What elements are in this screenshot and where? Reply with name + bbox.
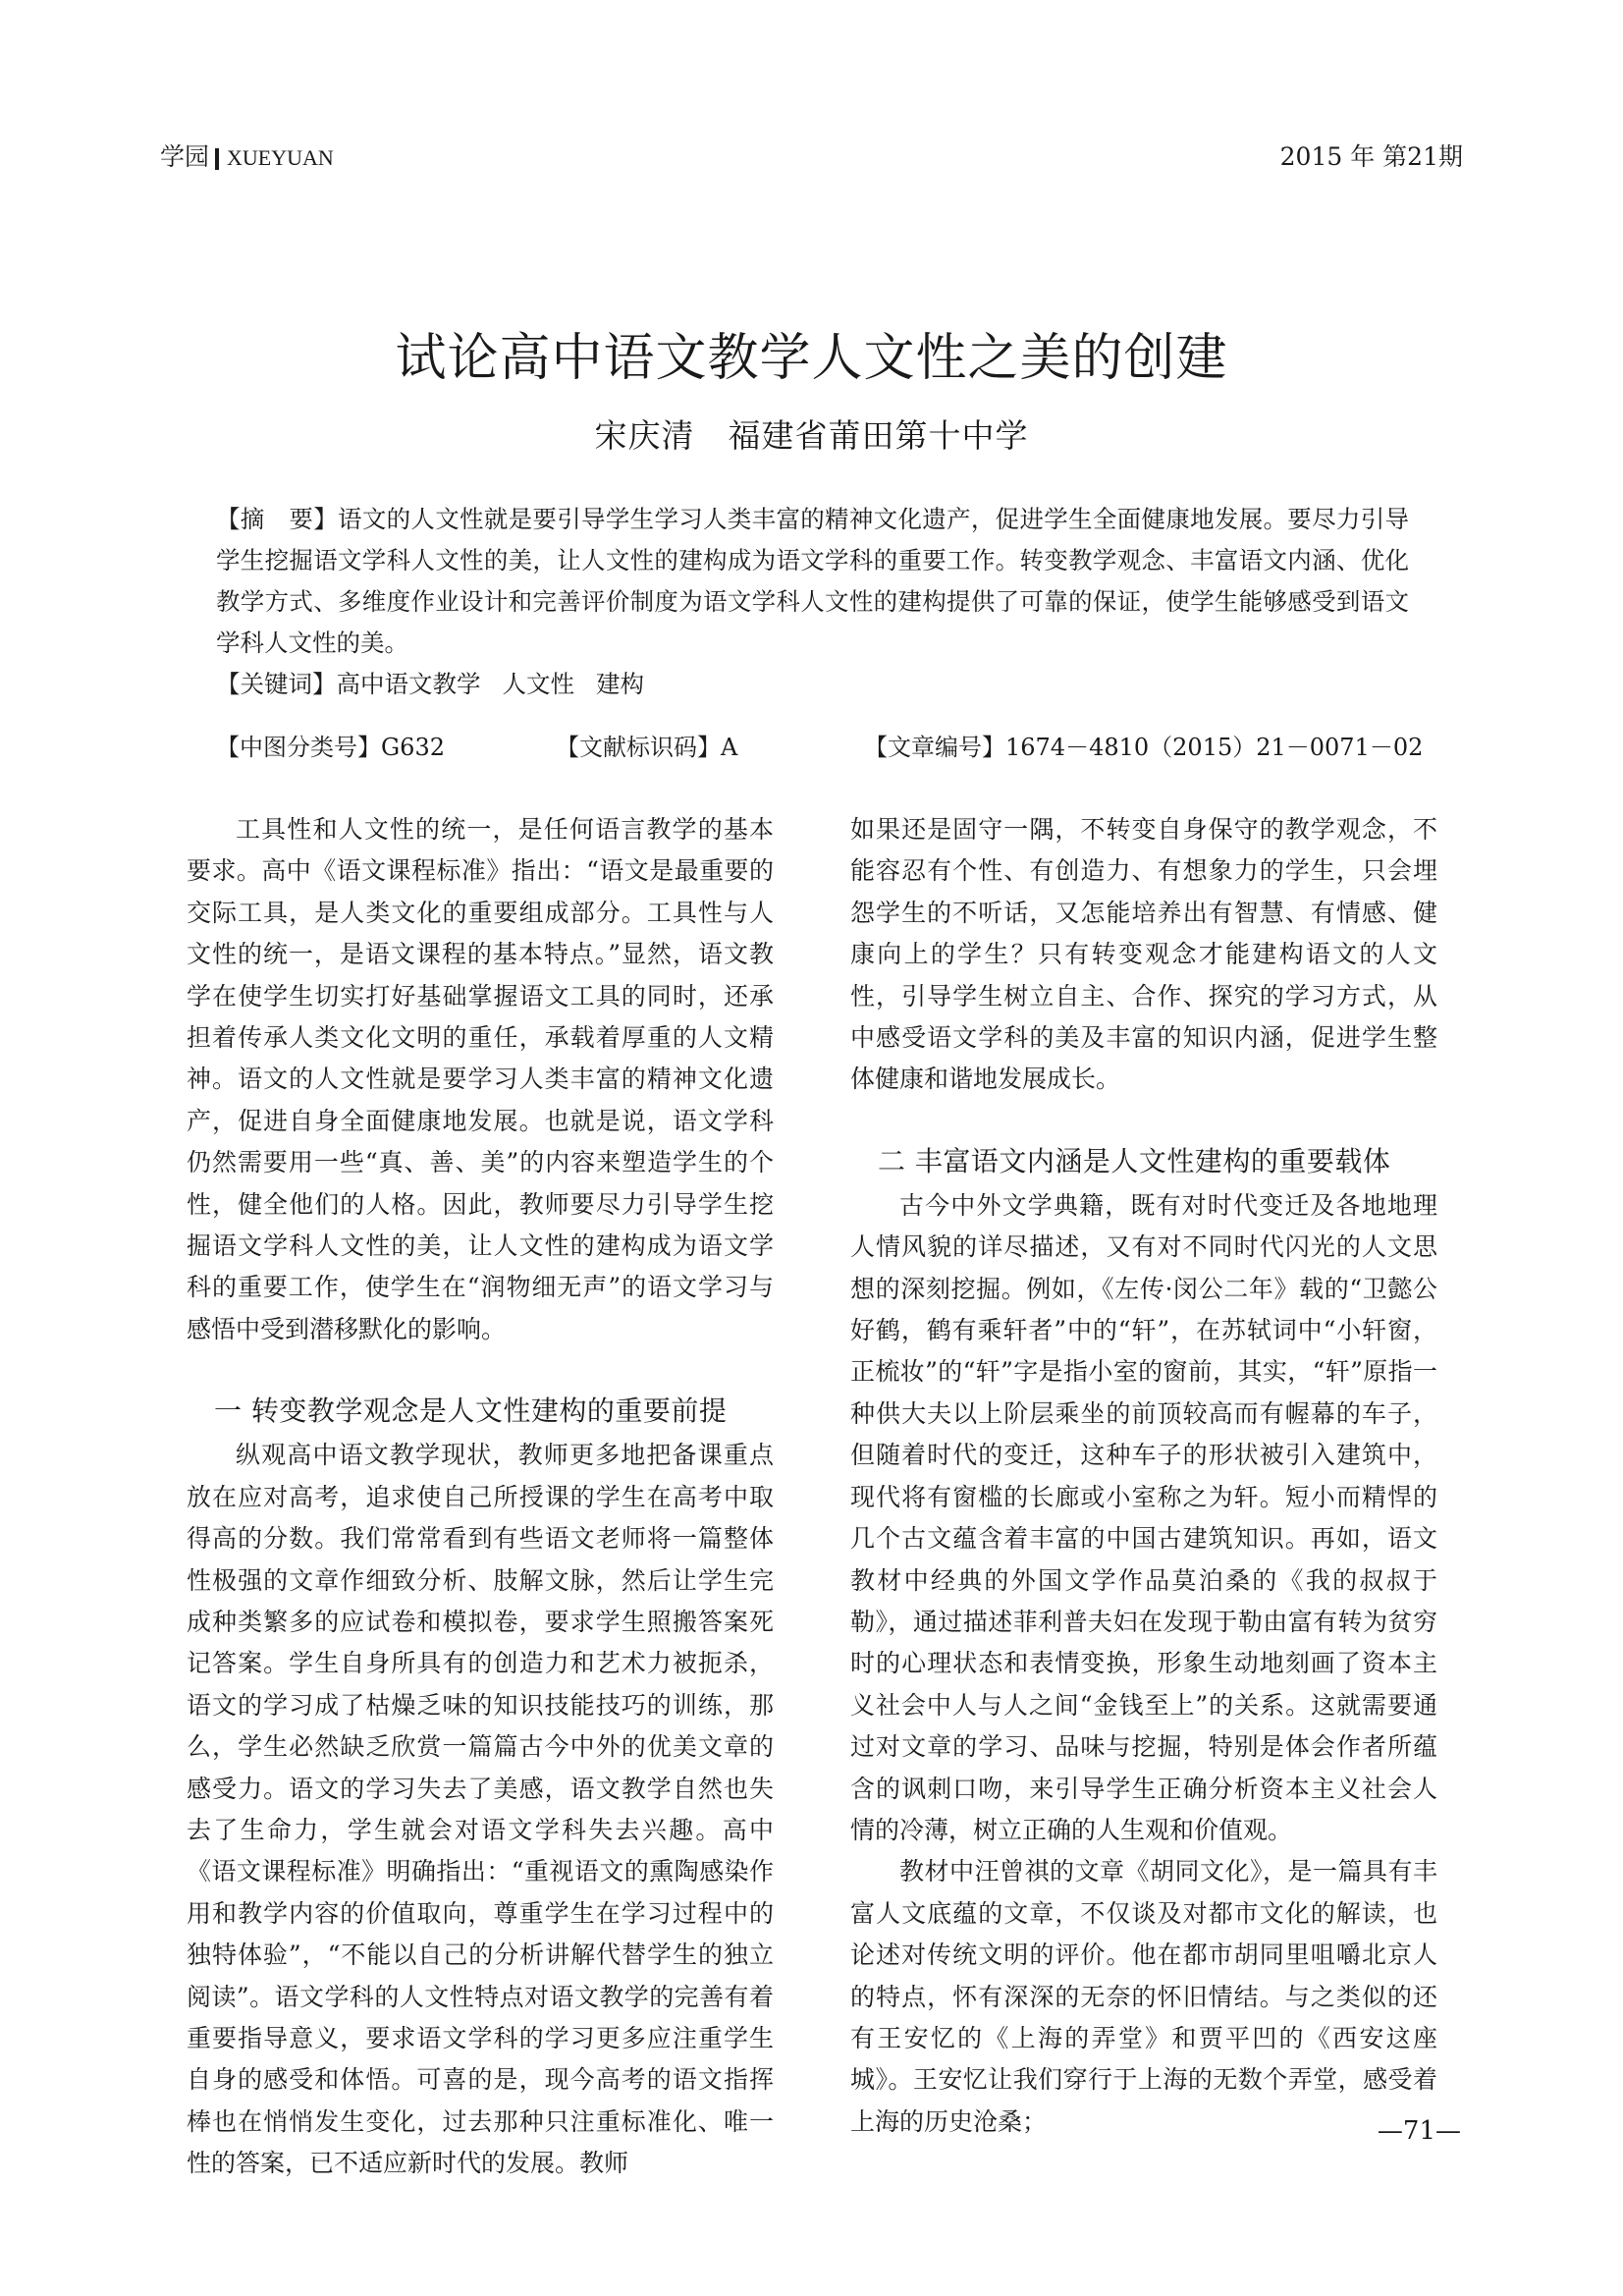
- journal-name-cn: 学园: [160, 142, 210, 171]
- section-heading-1: 一 转变教学观念是人文性建构的重要前提: [214, 1394, 728, 1428]
- separator-bar-icon: [215, 148, 219, 170]
- section-heading-2: 二 丰富语文内涵是人文性建构的重要载体: [878, 1144, 1391, 1177]
- body-column-left: [187, 809, 774, 2185]
- keyword: 人文性: [502, 670, 574, 698]
- intro-paragraph: 工具性和人文性的统一，是任何语言教学的基本要求。高中《语文课程标准》指出：“语文是最重要的交际工具，是人类文化的重要组成部分。工具性与人文性的统一，是语文课程的基本特点。”显然，语文教学在使学生切实打好基础掌握语文工具的同时，还承担着传承人类文化文明的重任，承载着厚重的人文精神。语文的人文性就是要学习人类丰富的精神文化遗产，促进自身全面健康地发展。也就是说，语文学科仍然需要用一些“真、善、美”的内容来塑造学生的个性，健全他们的人格。因此，教师要尽力引导学生挖掘语文学科人文性的美，让人文性的建构成为语文学科的重要工作，使学生在“润物细无声”的语文学习与感悟中受到潜移默化的影响。: [187, 815, 774, 1343]
- page-number: —71—: [1377, 2116, 1461, 2146]
- abstract-label: 【摘 要】: [216, 505, 339, 533]
- section1-paragraph: 纵观高中语文教学现状，教师更多地把备课重点放在应对高考，追求使自己所授课的学生在高考中取得高的分数。我们常常看到有些语文老师将一篇整体性极强的文章作细致分析、肢解文脉，然后让学生完成种类繁多的应试卷和模拟卷，要求学生照搬答案死记答案。学生自身所具有的创造力和艺术力被扼杀，语文的学习成了枯燥乏味的知识技能技巧的训练，那么，学生必然缺乏欣赏一篇篇古今中外的优美文章的感受力。语文的学习失去了美感，语文教学自然也失去了生命力，学生就会对语文学科失去兴趣。高中《语文课程标准》明确指出：“重视语文的熏陶感染作用和教学内容的价值取向，尊重学生在学习过程中的独特体验”，“不能以自己的分析讲解代替学生的独立阅读”。语文学科的人文性特点对语文教学的完善有着重要指导意义，要求语文学科的学习更多应注重学生自身的感受和体悟。可喜的是，现今高考的语文指挥棒也在悄悄发生变化，过去那种只注重标准化、唯一性的答案，已不适应新时代的发展。教师: [187, 1441, 774, 2178]
- keyword: 建构: [596, 670, 644, 698]
- section1-paragraph-continued: 如果还是固守一隅，不转变自身保守的教学观念，不能容忍有个性、有创造力、有想象力的学生，只会埋怨学生的不听话，又怎能培养出有智慧、有情感、健康向上的学生？只有转变观念才能建构语文的人文性，引导学生树立自主、合作、探究的学习方式，从中感受语文学科的美及丰富的知识内涵，促进学生整体健康和谐地发展成长。: [850, 815, 1437, 1094]
- body-column-right: [850, 809, 1437, 2143]
- section2-paragraph-2: 教材中汪曾祺的文章《胡同文化》，是一篇具有丰富人文底蕴的文章，不仅谈及对都市文化的解读，也论述对传统文明的评价。他在都市胡同里咀嚼北京人的特点，怀有深深的无奈的怀旧情结。与之类似的还有王安忆的《上海的弄堂》和贾平凹的《西安这座城》。王安忆让我们穿行于上海的无数个弄堂，感受着上海的历史沧桑；: [850, 1857, 1437, 2136]
- article-number: 【文章编号】1674－4810（2015）21－0071－02: [864, 734, 1424, 761]
- classification-line: [216, 727, 1424, 768]
- keywords-label: 【关键词】: [216, 670, 337, 698]
- author-affiliation: 福建省莆田第十中学: [728, 416, 1029, 455]
- issue-label: 2015 年 第21期: [1279, 142, 1463, 171]
- keywords: [216, 664, 1409, 705]
- clc-number: 【中图分类号】G632: [216, 734, 445, 761]
- abstract-text: 语文的人文性就是要引导学生学习人类丰富的精神文化遗产，促进学生全面健康地发展。要尽力引导学生挖掘语文学科人文性的美，让人文性的建构成为语文学科的重要工作。转变教学观念、丰富语文内涵、优化教学方式、多维度作业设计和完善评价制度为语文学科人文性的建构提供了可靠的保证，使学生能够感受到语文学科人文性的美。: [216, 505, 1410, 657]
- journal-name-en: XUEYUAN: [227, 145, 334, 170]
- journal-name: [160, 137, 334, 178]
- abstract: [216, 499, 1409, 664]
- author-line: [0, 412, 1623, 460]
- running-head: [160, 137, 1463, 177]
- section2-paragraph-1: 古今中外文学典籍，既有对时代变迁及各地地理人情风貌的详尽描述，又有对不同时代闪光的人文思想的深刻挖掘。例如，《左传·闵公二年》载的“卫懿公好鹤，鹤有乘轩者”中的“轩”，在苏轼词中“小轩窗，正梳妆”的“轩”字是指小室的窗前，其实，“轩”原指一种供大夫以上阶层乘坐的前顶较高而有幄幕的车子，但随着时代的变迁，这种车子的形状被引入建筑中，现代将有窗槛的长廊或小室称之为轩。短小而精悍的几个古文蕴含着丰富的中国古建筑知识。再如，语文教材中经典的外国文学作品莫泊桑的《我的叔叔于勒》，通过描述菲利普夫妇在发现于勒由富有转为贫穷时的心理状态和表情变换，形象生动地刻画了资本主义社会中人与人之间“金钱至上”的关系。这就需要通过对文章的学习、品味与挖掘，特别是体会作者所蕴含的讽刺口吻，来引导学生正确分析资本主义社会人情的冷薄，树立正确的人生观和价值观。: [850, 1190, 1437, 1844]
- article-title: 试论高中语文教学人文性之美的创建: [395, 329, 1228, 388]
- document-code: 【文献标识码】A: [556, 734, 738, 761]
- keyword: 高中语文教学: [336, 670, 481, 698]
- author-name: 宋庆清: [594, 416, 695, 455]
